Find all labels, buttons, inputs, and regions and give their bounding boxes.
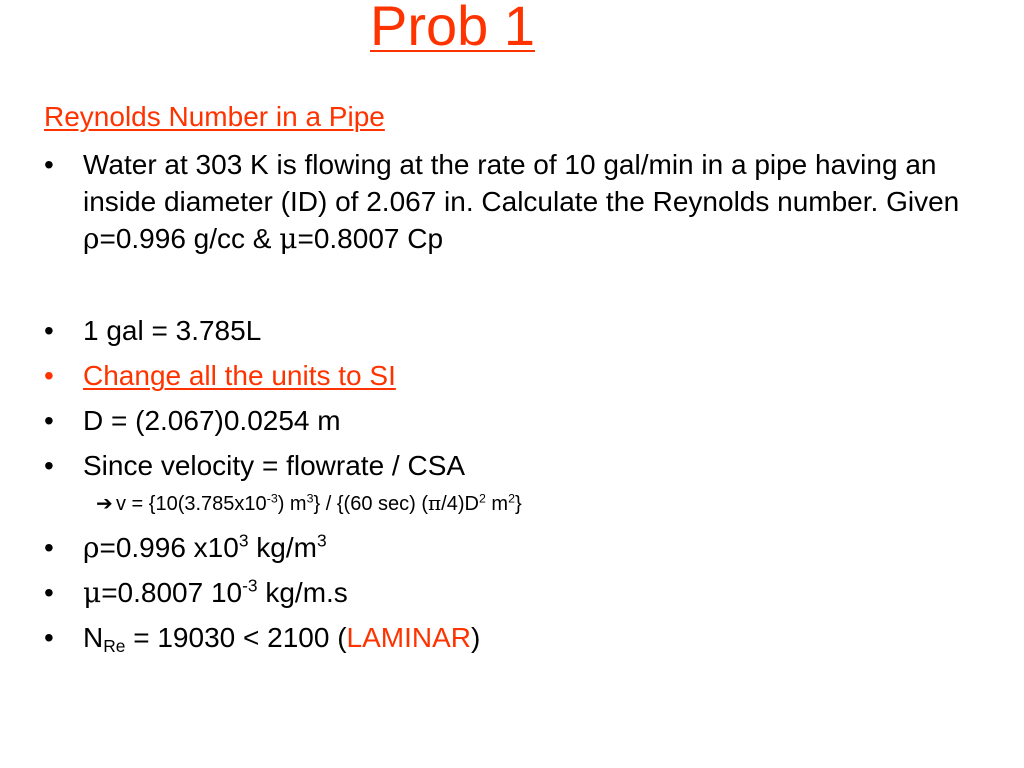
bullet-marker: • xyxy=(44,315,54,346)
arrow-right-icon: ➔ xyxy=(96,493,113,515)
bullet-density xyxy=(44,529,1014,566)
exponent: 2 xyxy=(508,491,515,506)
diameter-text: D = (2.067)0.0254 m xyxy=(83,405,341,436)
units-note-text: Change all the units to SI xyxy=(83,360,396,391)
bullet-list xyxy=(44,146,1014,664)
mu-symbol: μ xyxy=(279,222,298,255)
velocity-eq-part: } xyxy=(515,493,522,515)
nre-subscript: Re xyxy=(103,636,126,657)
velocity-eq-part: } / {(60 sec) ( xyxy=(313,493,429,515)
nre-close: ) xyxy=(470,622,481,653)
viscosity-text: =0.8007 10 xyxy=(101,577,243,608)
exponent: -3 xyxy=(242,575,258,596)
bullet-diameter xyxy=(44,402,1014,439)
velocity-note-text: Since velocity = flowrate / CSA xyxy=(83,450,466,481)
bullet-marker: • xyxy=(44,532,54,563)
velocity-eq-part: /4)D xyxy=(441,493,479,515)
exponent: 3 xyxy=(238,530,249,551)
density-text: =0.996 x10 xyxy=(99,532,239,563)
conversion-text: 1 gal = 3.785L xyxy=(83,315,262,346)
bullet-units-note xyxy=(44,357,1014,394)
exponent: 3 xyxy=(306,491,314,506)
bullet-marker: • xyxy=(44,450,54,481)
pi-symbol: π xyxy=(428,491,442,515)
mu-given: =0.8007 Cp xyxy=(297,223,444,254)
bullet-marker: • xyxy=(44,622,54,653)
exponent: -3 xyxy=(266,491,278,506)
rho-symbol: ρ xyxy=(83,531,100,564)
exponent: 2 xyxy=(478,491,486,506)
viscosity-text: kg/m.s xyxy=(257,577,348,608)
rho-given: =0.996 g/cc & xyxy=(99,223,280,254)
bullet-velocity-note xyxy=(44,447,1014,484)
bullet-viscosity xyxy=(44,574,1014,611)
exponent: 3 xyxy=(316,530,327,551)
nre-symbol: N xyxy=(83,622,104,653)
bullet-marker: • xyxy=(44,360,54,391)
velocity-eq-part: v = {10(3.785x10 xyxy=(116,493,267,515)
bullet-reynolds-result xyxy=(44,619,1014,656)
mu-symbol: μ xyxy=(83,576,102,609)
laminar-label: LAMINAR xyxy=(346,622,471,653)
bullet-marker: • xyxy=(44,149,54,180)
bullet-marker: • xyxy=(44,405,54,436)
bullet-marker: • xyxy=(44,577,54,608)
section-heading: Reynolds Number in a Pipe xyxy=(44,101,385,132)
density-text: kg/m xyxy=(248,532,317,563)
rho-symbol: ρ xyxy=(83,222,100,255)
bullet-problem-statement xyxy=(44,146,1014,257)
bullet-conversion xyxy=(44,312,1014,349)
velocity-eq-part: ) m xyxy=(277,493,307,515)
problem-text: Water at 303 K is flowing at the rate of 10 gal/min in a pipe having an inside diameter (ID) of 2.067 in. Calculate the Reynolds number. Given xyxy=(83,149,960,217)
velocity-equation xyxy=(44,489,1014,518)
page-title: Prob 1 xyxy=(370,0,535,57)
velocity-eq-part: m xyxy=(485,493,509,515)
nre-value: = 19030 < 2100 ( xyxy=(125,622,347,653)
